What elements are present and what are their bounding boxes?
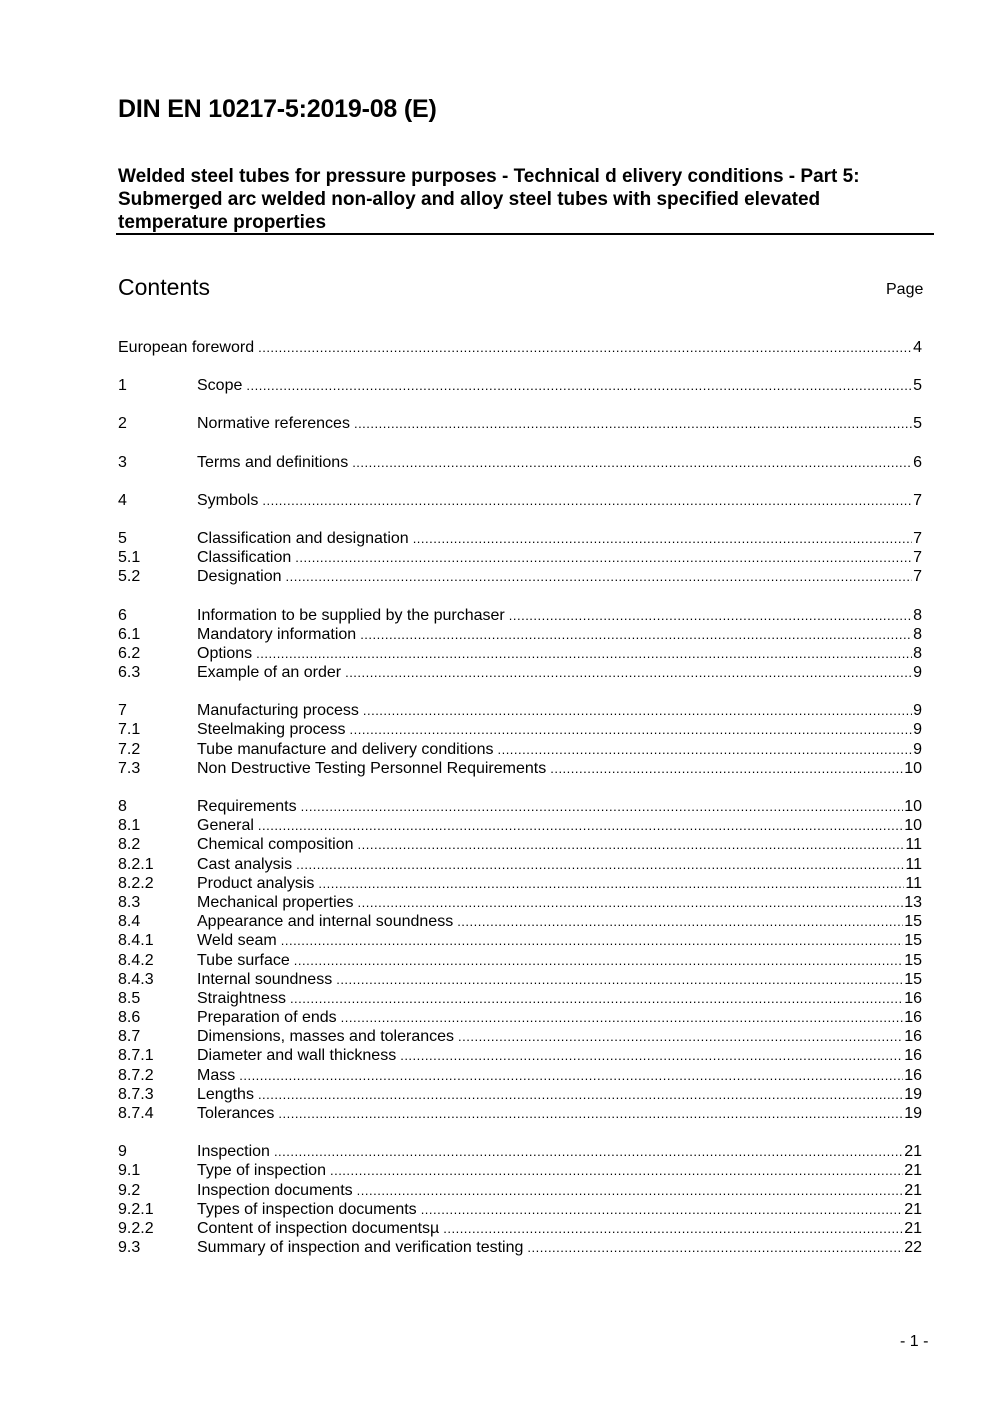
toc-section-number: 8.4.1 <box>118 932 154 950</box>
toc-entry[interactable] <box>118 663 922 682</box>
toc-section-title: Chemical composition <box>197 836 354 854</box>
toc-dot-leader <box>443 1219 903 1238</box>
toc-section-title: Product analysis <box>197 874 315 892</box>
toc-section-title: Example of an order <box>197 664 342 682</box>
toc-section-number: 8.2.2 <box>118 874 154 892</box>
toc-dot-leader <box>527 1238 903 1257</box>
toc-entry[interactable] <box>118 951 922 970</box>
toc-section-number: 9.1 <box>118 1162 141 1180</box>
toc-section-title: Terms and definitions <box>197 453 349 471</box>
toc-section-title: Mandatory information <box>197 625 357 643</box>
toc-section-title: Weld seam <box>197 932 277 950</box>
toc-section-number: 9.2.2 <box>118 1219 154 1237</box>
toc-section-number: 6 <box>118 606 127 624</box>
toc-dot-leader <box>296 855 904 874</box>
toc-page-number: 11 <box>905 874 922 892</box>
toc-entry[interactable] <box>118 970 922 989</box>
toc-page-number: 8 <box>913 644 922 662</box>
toc-entry[interactable] <box>118 1142 922 1161</box>
toc-section-title: Symbols <box>197 491 259 509</box>
toc-section-number: 8.4 <box>118 913 141 931</box>
toc-dot-leader <box>262 491 912 510</box>
toc-section-title: Mass <box>197 1066 236 1084</box>
toc-entry[interactable] <box>118 1238 922 1257</box>
toc-entry[interactable] <box>118 759 922 778</box>
toc-entry[interactable] <box>118 1085 922 1104</box>
toc-section-number: 8.4.2 <box>118 951 154 969</box>
toc-section-number: 9 <box>118 1143 127 1161</box>
toc-entry[interactable] <box>118 1027 922 1046</box>
toc-section-title: Cast analysis <box>197 855 293 873</box>
toc-section-number: 8.3 <box>118 893 141 911</box>
contents-heading: Contents <box>118 274 211 300</box>
toc-page-number: 16 <box>904 1028 922 1046</box>
toc-entry[interactable] <box>118 1066 922 1085</box>
toc-entry[interactable] <box>118 701 922 720</box>
toc-section-title: Classification <box>197 549 292 567</box>
toc-page-number: 5 <box>913 415 922 433</box>
toc-dot-leader <box>258 1085 903 1104</box>
toc-dot-leader <box>352 453 912 472</box>
toc-page-number: 21 <box>904 1162 922 1180</box>
toc-section-title: Scope <box>197 377 243 395</box>
toc-page-number: 21 <box>904 1219 922 1237</box>
toc-dot-leader <box>239 1066 903 1085</box>
toc-page-number: 15 <box>904 932 922 950</box>
toc-page-number: 9 <box>913 721 922 739</box>
toc-section-number: 8.7.3 <box>118 1085 154 1103</box>
toc-entry[interactable] <box>118 1008 922 1027</box>
toc-dot-leader <box>354 414 912 433</box>
toc-section-number: 5.2 <box>118 568 141 586</box>
toc-section-title: Tube surface <box>197 951 290 969</box>
document-subtitle: Welded steel tubes for pressure purposes - Technical d elivery conditions - Part 5: Submerged arc welded non-alloy and alloy steel tubes with specified elevated temperature properties <box>118 166 860 233</box>
toc-page-number: 21 <box>904 1143 922 1161</box>
toc-page-number: 21 <box>904 1181 922 1199</box>
toc-entry[interactable] <box>118 491 922 510</box>
toc-section-title: Straightness <box>197 989 286 1007</box>
toc-section-number: 8.7.4 <box>118 1105 154 1122</box>
toc-entry[interactable] <box>118 1046 922 1065</box>
toc-entry[interactable] <box>118 1104 922 1123</box>
toc-section-number: 5.1 <box>118 549 141 567</box>
toc-section-number: 8.6 <box>118 1009 141 1027</box>
toc-section-title: General <box>197 817 254 835</box>
toc-section-title: Appearance and internal soundness <box>197 913 454 931</box>
toc-entry[interactable] <box>118 835 922 854</box>
toc-page-number: 9 <box>913 740 922 758</box>
toc-dot-leader <box>256 644 912 663</box>
toc-section-number: 6.2 <box>118 644 141 662</box>
toc-entry[interactable] <box>118 414 922 433</box>
toc-dot-leader <box>258 816 903 835</box>
toc-dot-leader <box>281 931 903 950</box>
toc-page-number: 7 <box>913 491 922 509</box>
toc-page-number: 15 <box>904 951 922 969</box>
toc-dot-leader <box>400 1046 903 1065</box>
toc-dot-leader <box>550 759 903 778</box>
toc-page-number: 16 <box>904 989 922 1007</box>
toc-dot-leader <box>295 548 912 567</box>
toc-section-title: Lengths <box>197 1085 254 1103</box>
toc-section-number: 7.2 <box>118 740 141 758</box>
toc-section-number: 6.1 <box>118 625 141 643</box>
toc-section-number: 9.3 <box>118 1239 141 1257</box>
toc-entry[interactable] <box>118 606 922 625</box>
toc-page-number: 10 <box>904 798 922 815</box>
toc-entry[interactable] <box>118 1200 922 1219</box>
toc-page-number: 19 <box>904 1085 922 1103</box>
toc-entry[interactable] <box>118 912 922 931</box>
title-divider <box>116 233 934 235</box>
toc-entry[interactable] <box>118 989 922 1008</box>
toc-entry[interactable] <box>118 931 922 950</box>
toc-section-title: Summary of inspection and verification testing <box>197 1239 524 1257</box>
toc-section-number: 9.2 <box>118 1181 141 1199</box>
toc-entry[interactable] <box>118 625 922 644</box>
toc-dot-leader <box>345 663 912 682</box>
toc-page-number: 6 <box>913 453 922 471</box>
toc-section-number: 8.7.1 <box>118 1047 154 1065</box>
toc-dot-leader <box>458 1027 903 1046</box>
toc-entry[interactable] <box>118 1161 922 1180</box>
toc-section-title: Steelmaking process <box>197 721 346 739</box>
toc-entry[interactable] <box>118 874 922 893</box>
toc-page-number: 16 <box>904 1009 922 1027</box>
toc-section-title: Tube manufacture and delivery conditions <box>197 740 494 758</box>
toc-page-number: 15 <box>904 970 922 988</box>
toc-page-number: 11 <box>905 855 922 873</box>
toc-section-title: Content of inspection documentsµ <box>197 1219 440 1237</box>
toc-page-number: 16 <box>904 1066 922 1084</box>
toc-section-number: 3 <box>118 453 127 471</box>
toc-section-number: 5 <box>118 529 127 547</box>
document-title: DIN EN 10217-5:2019-08 (E) <box>118 95 437 123</box>
toc-section-title: Information to be supplied by the purchaser <box>197 606 505 624</box>
toc-dot-leader <box>421 1200 904 1219</box>
toc-section-title: Inspection documents <box>197 1181 353 1199</box>
toc-section-title: Mechanical properties <box>197 893 354 911</box>
toc-section-title: Preparation of ends <box>197 1009 337 1027</box>
toc-section-title: Inspection <box>197 1143 270 1161</box>
toc-section-number: 7.1 <box>118 721 141 739</box>
toc-page-number: 22 <box>904 1239 922 1257</box>
toc-entry[interactable] <box>118 816 922 835</box>
toc-dot-leader <box>350 720 913 739</box>
toc-page-number: 5 <box>913 377 922 395</box>
toc-section-title: Designation <box>197 568 282 586</box>
toc-section-number: 8.2.1 <box>118 855 154 873</box>
toc-section-title: Internal soundness <box>197 970 333 988</box>
toc-dot-leader <box>294 951 903 970</box>
toc-page-number: 4 <box>913 339 922 356</box>
toc-dot-leader <box>274 1142 903 1161</box>
toc-dot-leader <box>497 740 912 759</box>
toc-dot-leader <box>318 874 904 893</box>
toc-entry[interactable] <box>118 1219 922 1238</box>
toc-section-number: 2 <box>118 415 127 433</box>
toc-entry[interactable] <box>118 376 922 395</box>
toc-section-number: 7.3 <box>118 759 141 777</box>
toc-page-number: 15 <box>904 913 922 931</box>
toc-section-number: 8.7 <box>118 1028 141 1046</box>
toc-page-number: 9 <box>913 702 922 720</box>
toc-dot-leader <box>413 529 912 548</box>
toc-section-title: European foreword <box>118 339 255 356</box>
toc-dot-leader <box>258 338 912 357</box>
toc-page-number: 10 <box>904 759 922 777</box>
toc-entry[interactable] <box>118 797 922 816</box>
toc-dot-leader <box>509 606 912 625</box>
toc-entry[interactable] <box>118 338 922 357</box>
table-of-contents <box>118 338 922 1257</box>
toc-dot-leader <box>290 989 903 1008</box>
toc-dot-leader <box>286 567 913 586</box>
toc-page-number: 7 <box>913 529 922 547</box>
toc-section-title: Manufacturing process <box>197 702 359 720</box>
toc-dot-leader <box>457 912 903 931</box>
toc-dot-leader <box>358 835 905 854</box>
toc-section-title: Dimensions, masses and tolerances <box>197 1028 455 1046</box>
toc-entry[interactable] <box>118 855 922 874</box>
toc-section-title: Classification and designation <box>197 529 409 547</box>
toc-page-number: 16 <box>904 1047 922 1065</box>
toc-section-number: 4 <box>118 491 127 509</box>
toc-entry[interactable] <box>118 893 922 912</box>
toc-entry[interactable] <box>118 529 922 548</box>
toc-dot-leader <box>336 970 903 989</box>
toc-page-number: 8 <box>913 606 922 624</box>
toc-entry[interactable] <box>118 740 922 759</box>
toc-dot-leader <box>357 1181 904 1200</box>
toc-section-number: 1 <box>118 377 127 395</box>
toc-section-number: 8.2 <box>118 836 141 854</box>
toc-page-number: 8 <box>913 625 922 643</box>
toc-page-number: 9 <box>913 664 922 682</box>
toc-section-number: 7 <box>118 702 127 720</box>
toc-entry[interactable] <box>118 548 922 567</box>
toc-section-title: Normative references <box>197 415 350 433</box>
toc-section-number: 6.3 <box>118 664 141 682</box>
page-column-label: Page <box>886 281 924 298</box>
toc-page-number: 19 <box>904 1105 922 1122</box>
toc-dot-leader <box>301 797 904 816</box>
toc-section-number: 8.5 <box>118 989 141 1007</box>
toc-section-title: Types of inspection documents <box>197 1200 417 1218</box>
toc-entry[interactable] <box>118 453 922 472</box>
toc-section-title: Type of inspection <box>197 1162 326 1180</box>
toc-dot-leader <box>360 625 912 644</box>
toc-entry[interactable] <box>118 644 922 663</box>
toc-section-number: 8.1 <box>118 817 141 835</box>
toc-entry[interactable] <box>118 567 922 586</box>
toc-dot-leader <box>278 1104 903 1123</box>
toc-entry[interactable] <box>118 1181 922 1200</box>
toc-dot-leader <box>330 1161 903 1180</box>
toc-dot-leader <box>246 376 912 395</box>
toc-page-number: 10 <box>904 817 922 835</box>
toc-section-number: 8.7.2 <box>118 1066 154 1084</box>
toc-section-number: 8 <box>118 798 127 815</box>
toc-page-number: 7 <box>913 568 922 586</box>
toc-section-title: Options <box>197 644 253 662</box>
toc-section-title: Non Destructive Testing Personnel Requirements <box>197 759 547 777</box>
page-number-footer: - 1 - <box>900 1333 929 1350</box>
toc-page-number: 21 <box>904 1200 922 1218</box>
toc-page-number: 13 <box>904 893 922 911</box>
toc-page-number: 11 <box>905 836 922 854</box>
toc-entry[interactable] <box>118 720 922 739</box>
toc-section-title: Diameter and wall thickness <box>197 1047 397 1065</box>
toc-dot-leader <box>358 893 904 912</box>
toc-section-title: Tolerances <box>197 1105 275 1122</box>
toc-page-number: 7 <box>913 549 922 567</box>
toc-section-number: 8.4.3 <box>118 970 154 988</box>
toc-dot-leader <box>363 701 912 720</box>
toc-section-number: 9.2.1 <box>118 1200 154 1218</box>
toc-section-title: Requirements <box>197 798 297 815</box>
toc-dot-leader <box>341 1008 904 1027</box>
